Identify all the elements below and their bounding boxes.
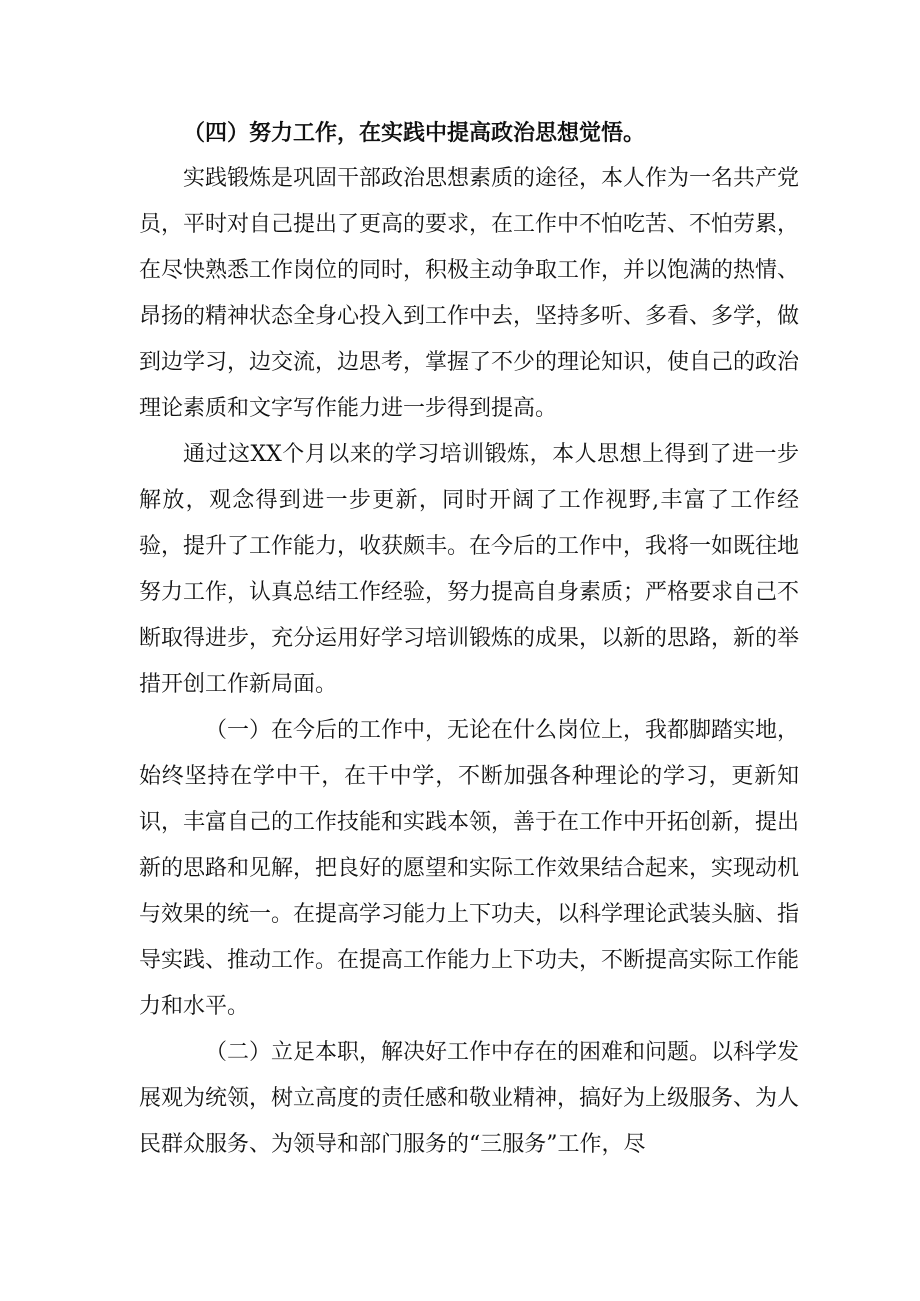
paragraph-point-one: （一）在今后的工作中，无论在什么岗位上，我都脚踏实地，始终坚持在学中干，在干中学，不断加强各种理论的学习，更新知识，丰富自己的工作技能和实践本领，善于在工作中开拓创新，提出新的思路和见解，把良好的愿望和实际工作效果结合起来，实现动机与效果的统一。在提高学习能力上下功夫，以科学理论武装头脑、指导实践、推动工作。在提高工作能力上下功夫，不断提高实际工作能力和水平。 [139, 718, 800, 1019]
document-body [139, 110, 799, 1168]
paragraph-practice: 实践锻炼是巩固干部政治思想素质的途径，本人作为一名共产党员，平时对自己提出了更高的要求，在工作中不怕吃苦、不怕劳累，在尽快熟悉工作岗位的同时，积极主动争取工作，并以饱满的热情、昂扬的精神状态全身心投入到工作中去，坚持多听、多看、多学，做到边学习，边交流，边思考，掌握了不少的理论知识，使自己的政治理论素质和文字写作能力进一步得到提高。 [139, 166, 800, 421]
paragraph-summary: 通过这XX个月以来的学习培训锻炼，本人思想上得到了进一步解放，观念得到进一步更新，同时开阔了工作视野,丰富了工作经验，提升了工作能力，收获颇丰。在今后的工作中，我将一如既往地努力工作，认真总结工作经验，努力提高自身素质；严格要求自己不断取得进步，充分运用好学习培训锻炼的成果，以新的思路，新的举措开创工作新局面。 [139, 442, 800, 697]
paragraph-point-two: （二）立足本职，解决好工作中存在的困难和问题。以科学发展观为统领，树立高度的责任感和敬业精神，搞好为上级服务、为人民群众服务、为领导和部门服务的“三服务”工作，尽 [139, 1040, 800, 1157]
section-heading: （四）努力工作，在实践中提高政治思想觉悟。 [183, 120, 646, 146]
